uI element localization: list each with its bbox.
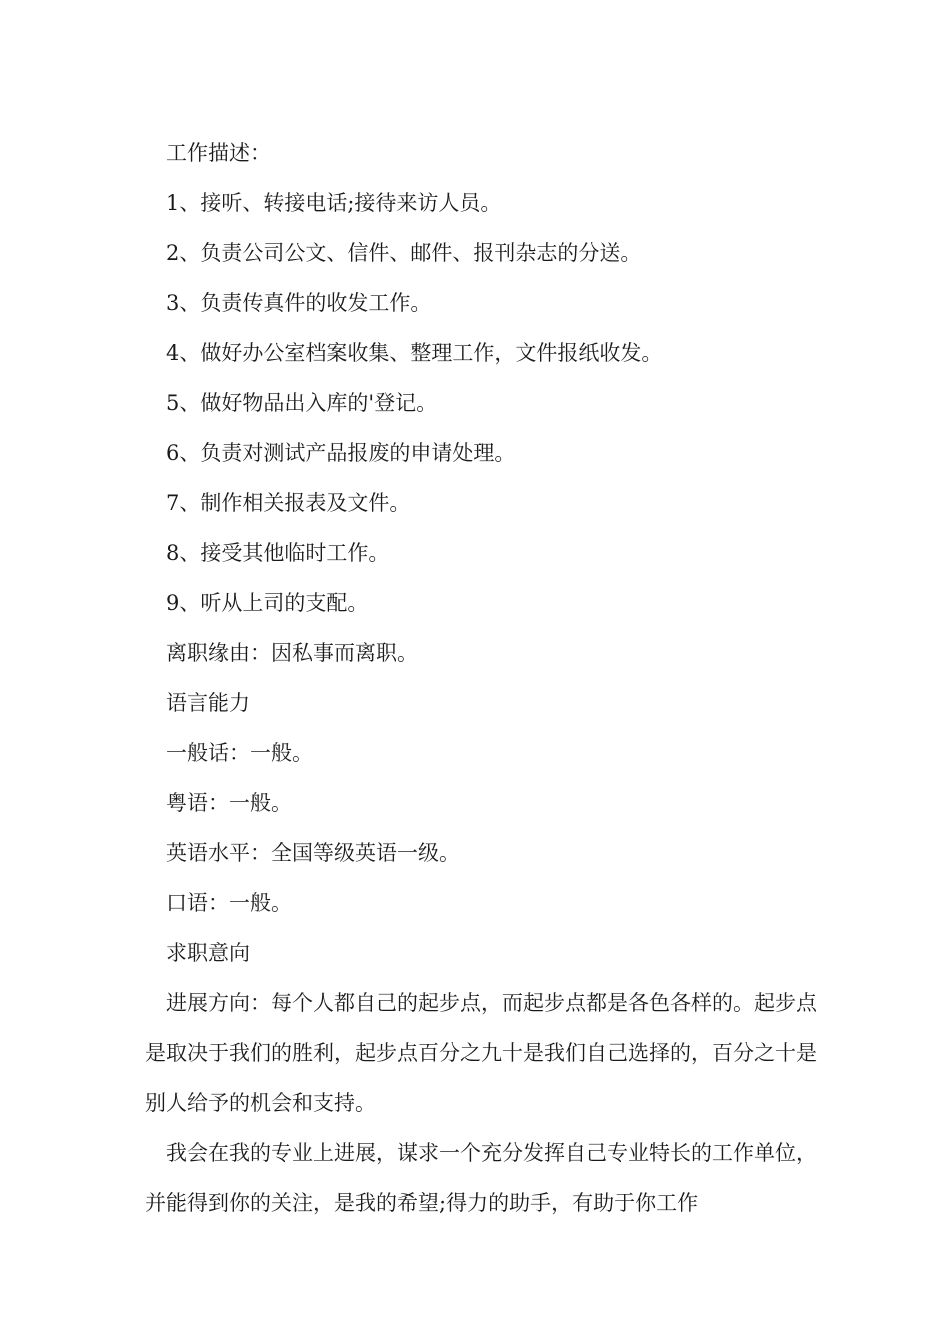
language-english-level: 英语水平：全国等级英语一级。 [166,841,460,865]
duty-item-8: 8、接受其他临时工作。 [166,541,390,565]
leaving-reason: 离职缘由：因私事而离职。 [166,641,418,665]
duty-item-1: 1、接听、转接电话;接待来访人员。 [166,191,502,215]
duty-item-2: 2、负责公司公文、信件、邮件、报刊杂志的分送。 [166,241,642,265]
duty-item-9: 9、听从上司的支配。 [166,591,369,615]
section-heading-job-description: 工作描述： [166,141,271,165]
duty-item-6: 6、负责对测试产品报废的申请处理。 [166,441,516,465]
language-spoken: 口语：一般。 [166,891,292,915]
document-body [145,128,825,1228]
paragraph-professional-goal: 我会在我的专业上进展，谋求一个充分发挥自己专业特长的工作单位，并能得到你的关注，是我的希望;得力的助手，有助于你工作 [145,1141,817,1215]
paragraph-development-direction: 进展方向：每个人都自己的起步点，而起步点都是各色各样的。起步点是取决于我们的胜利，起步点百分之九十是我们自己选择的，百分之十是别人给予的机会和支持。 [145,991,817,1115]
language-mandarin: 一般话：一般。 [166,741,313,765]
section-heading-job-intention: 求职意向 [166,941,250,965]
language-cantonese: 粤语：一般。 [166,791,292,815]
duty-item-7: 7、制作相关报表及文件。 [166,491,411,515]
duty-item-5: 5、做好物品出入库的'登记。 [166,391,438,415]
duty-item-4: 4、做好办公室档案收集、整理工作，文件报纸收发。 [166,341,663,365]
duty-item-3: 3、负责传真件的收发工作。 [166,291,432,315]
section-heading-language: 语言能力 [166,691,250,715]
